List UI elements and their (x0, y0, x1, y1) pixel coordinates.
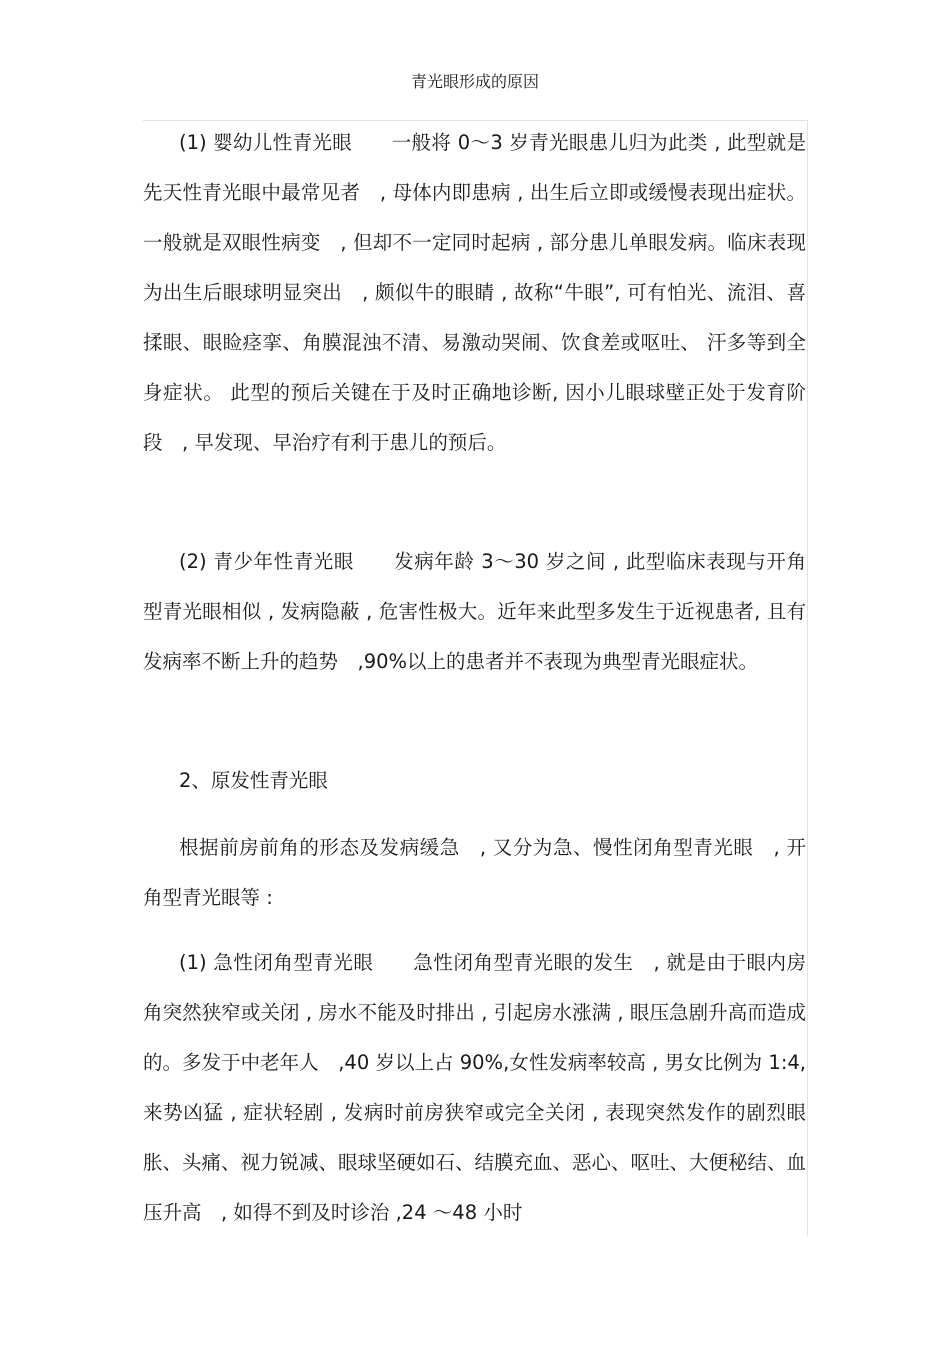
paragraph-infantile-glaucoma: (1) 婴幼儿性青光眼 一般将 0～3 岁青光眼患儿归为此类 , 此型就是先天性青光眼中最常见者 , 母体内即患病 , 出生后立即或缓慢表现出症状。一般就是双眼性病变 , 但却不一定同时起病 , 部分患儿单眼发病。临床表现为出生后眼球明显突出 , 颇似牛的眼睛 , 故称“牛眼”, 可有怕光、流泪、喜揉眼、眼睑痉挛、角膜混浊不清、易激动哭闹、饮食差或呕吐、 汗多等到全身症状。 此型的预后关键在于及时正确地诊断, 因小儿眼球壁正处于发育阶段 , 早发现、早治疗有利于患儿的预后。 (143, 131, 806, 454)
paragraph-juvenile-glaucoma: (2) 青少年性青光眼 发病年龄 3～30 岁之间 , 此型临床表现与开角型青光眼相似 , 发病隐蔽 , 危害性极大。近年来此型多发生于近视患者, 且有发病率不断上升的趋势 ,90%以上的患者并不表现为典型青光眼症状。 (143, 550, 806, 673)
paragraph-classification: 根据前房前角的形态及发病缓急 , 又分为急、慢性闭角型青光眼 , 开角型青光眼等 : (143, 836, 806, 909)
section-heading-primary-glaucoma: 2、原发性青光眼 (179, 769, 328, 792)
page-title: 青光眼形成的原因 (410, 72, 539, 91)
document-body (143, 120, 808, 1236)
paragraph-acute-angle-closure: (1) 急性闭角型青光眼 急性闭角型青光眼的发生 , 就是由于眼内房角突然狭窄或关闭 , 房水不能及时排出 , 引起房水涨满 , 眼压急剧升高而造成的。多发于中老年人 ,40 岁以上占 90%,女性发病率较高 , 男女比例为 1:4, 来势凶猛 , 症状轻剧 , 发病时前房狭窄或完全关闭 , 表现突然发作的剧烈眼胀、头痛、视力锐减、眼球坚硬如石、结膜充血、恶心、呕吐、大便秘结、血压升高 , 如得不到及时诊治 ,24 ～48 小时 (143, 951, 807, 1224)
